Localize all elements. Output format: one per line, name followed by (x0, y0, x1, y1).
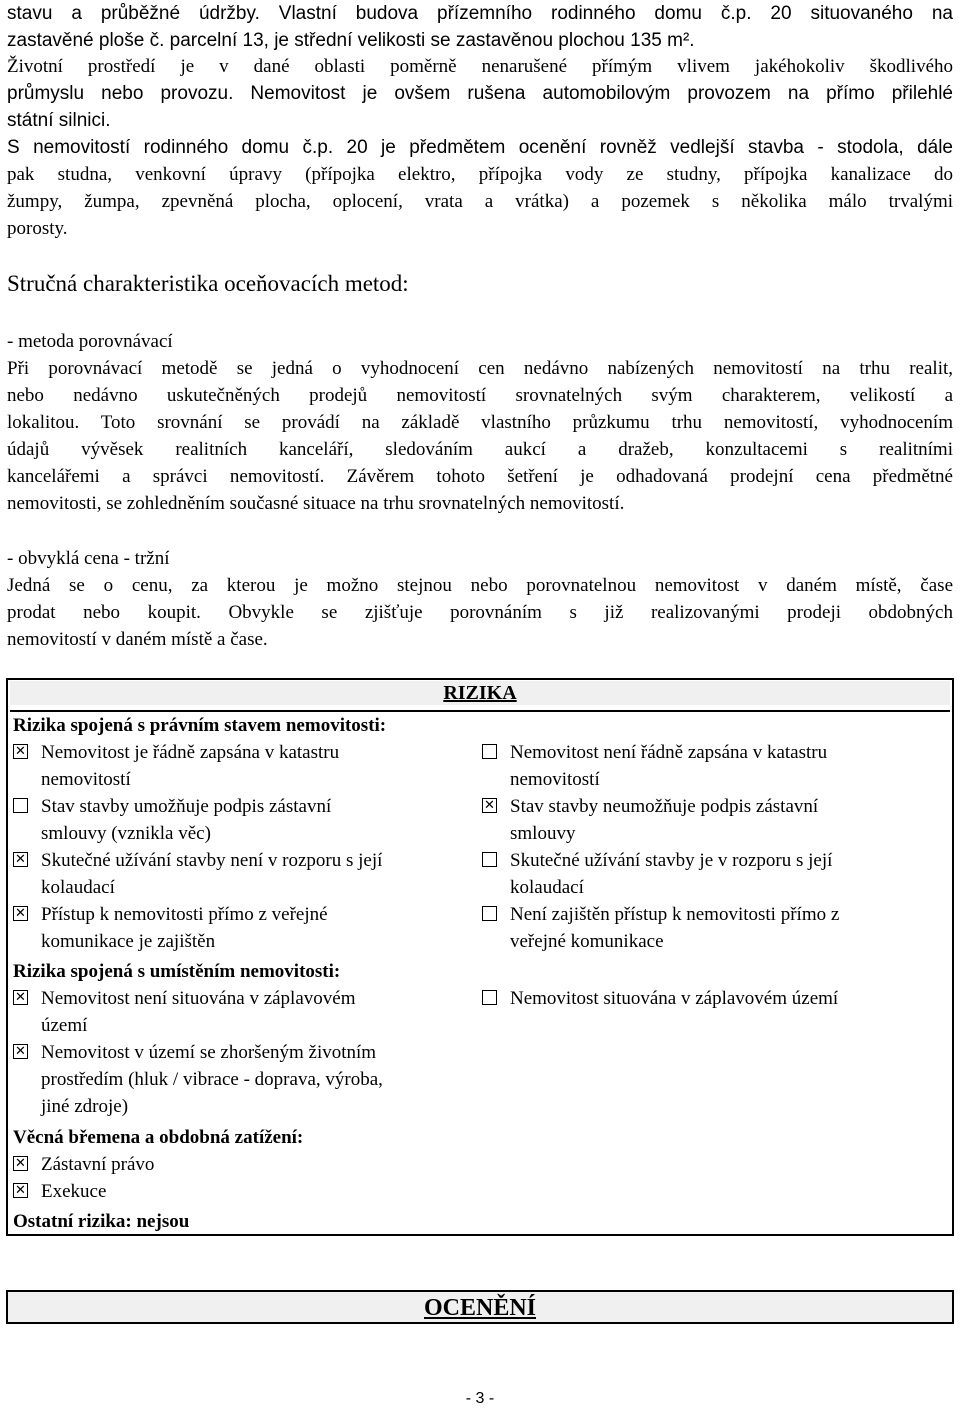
checkbox-checked-icon[interactable]: ✕ (13, 990, 28, 1005)
label-line: kolaudací (41, 877, 115, 898)
label-line: Nemovitost situována v záplavovém území (510, 988, 839, 1009)
risk-section-heading: Rizika spojená s umístěním nemovitosti: (13, 961, 341, 982)
label-line: smlouvy (vznikla věc) (41, 823, 211, 844)
checkbox-checked-icon[interactable]: ✕ (13, 1156, 28, 1171)
text-line: lokalitou. Toto srovnání se provádí na základě vlastního průzkumu trhu nemovitostí, vyhodnocením (7, 412, 953, 433)
text-line: žumpy, žumpa, zpevněná plocha, oplocení, vrata a vrátka) a pozemek s několika málo trvalými (7, 191, 953, 212)
risk-item-label (41, 847, 382, 901)
text-line: nemovitosti, se zohledněním současné situace na trhu srovnatelných nemovitostí. (7, 493, 625, 514)
text-line: nebo nedávno uskutečněných prodejů nemovitostí srovnatelných svým charakterem, velikostí a (7, 385, 953, 406)
text-line: prodat nebo koupit. Obvykle se zjišťuje porovnáním s již realizovanými prodeji obdobných (7, 602, 953, 623)
page-number: - 3 - (465, 1390, 495, 1407)
risk-item-label (510, 847, 832, 901)
label-line: smlouvy (510, 823, 576, 844)
label-line: Nemovitost v území se zhoršeným životním (41, 1042, 377, 1063)
checkbox-checked-icon[interactable]: ✕ (13, 1183, 28, 1198)
checkbox-empty-icon[interactable] (482, 906, 497, 921)
text-line: Životní prostředí je v dané oblasti poměrně nenarušené přímým vlivem jakéhokoliv škodlivého (7, 56, 953, 77)
label-line: nemovitostí (41, 769, 131, 790)
risk-item-label (510, 739, 827, 793)
text-line: státní silnici. (7, 110, 111, 131)
risk-item-label: Exekuce (41, 1181, 107, 1202)
text-line: údajů vývěsek realitních kanceláří, sledováním aukcí a dražeb, konzultacemi s realitními (7, 439, 953, 460)
label-line: nemovitostí (510, 769, 600, 790)
checkbox-checked-icon[interactable]: ✕ (13, 1044, 28, 1059)
text-line: nemovitostí v daném místě a čase. (7, 629, 268, 650)
label-line: Nemovitost není řádně zapsána v katastru (510, 742, 828, 763)
label-line: jiné zdroje) (41, 1096, 129, 1117)
methods-heading: Stručná charakteristika oceňovacích metod: (7, 271, 409, 296)
label-line: území (41, 1015, 88, 1036)
risk-item-label (41, 985, 355, 1039)
label-line: Stav stavby neumožňuje podpis zástavní (510, 796, 819, 817)
risk-item-label (41, 901, 328, 955)
label-line: Nemovitost není situována v záplavovém (41, 988, 356, 1009)
risk-item-label: Zástavní právo (41, 1154, 155, 1175)
method-title: - metoda porovnávací (7, 331, 173, 352)
checkbox-empty-icon[interactable] (13, 798, 28, 813)
label-line: prostředím (hluk / vibrace - doprava, výroba, (41, 1069, 383, 1090)
valuation-heading (6, 1290, 954, 1324)
checkbox-checked-icon[interactable]: ✕ (13, 906, 28, 921)
label-line: kolaudací (510, 877, 584, 898)
label-line: Stav stavby umožňuje podpis zástavní (41, 796, 332, 817)
checkbox-checked-icon[interactable]: ✕ (13, 744, 28, 759)
checkbox-empty-icon[interactable] (482, 744, 497, 759)
checkbox-checked-icon[interactable]: ✕ (13, 852, 28, 867)
text-line: S nemovitostí rodinného domu č.p. 20 je předmětem ocenění rovněž vedlejší stavba - stodola, dále (7, 137, 953, 158)
label-line: Přístup k nemovitosti přímo z veřejné (41, 904, 328, 925)
checkbox-empty-icon[interactable] (482, 852, 497, 867)
risks-title: RIZIKA (10, 681, 950, 705)
label-line: veřejné komunikace (510, 931, 664, 952)
text-line: stavu a průběžné údržby. Vlastní budova přízemního rodinného domu č.p. 20 situovaného na (7, 3, 953, 24)
checkbox-checked-icon[interactable]: ✕ (482, 798, 497, 813)
risk-item-label (510, 901, 839, 955)
risk-section-heading: Věcná břemena a obdobná zatížení: (13, 1127, 304, 1148)
text-line: průmyslu nebo provozu. Nemovitost je ovšem rušena automobilovým provozem na přímo přilehlé (7, 83, 953, 104)
risks-table (6, 678, 954, 1236)
risk-item-label (510, 793, 818, 847)
valuation-title: OCENĚNÍ (423, 1295, 537, 1321)
label-line: Není zajištěn přístup k nemovitosti přímo z (510, 904, 840, 925)
text-line: Jedná se o cenu, za kterou je možno stejnou nebo porovnatelnou nemovitost v daném místě, čase (7, 575, 953, 596)
label-line: Skutečné užívání stavby není v rozporu s její (41, 850, 383, 871)
other-risks: Ostatní rizika: nejsou (13, 1211, 190, 1232)
checkbox-empty-icon[interactable] (482, 990, 497, 1005)
risk-item-label (41, 739, 339, 793)
risk-section-heading: Rizika spojená s právním stavem nemovitosti: (13, 715, 387, 736)
risk-item-label (41, 793, 331, 847)
label-line: Nemovitost je řádně zapsána v katastru (41, 742, 340, 763)
text-line: pak studna, venkovní úpravy (přípojka elektro, přípojka vody ze studny, přípojka kanalizace do (7, 164, 953, 185)
text-line-part: zastavěné ploše č. parcelní 13, je střední velikosti se zastavěnou plochou 135 m². (7, 30, 695, 51)
text-line (7, 27, 953, 54)
text-line: porosty. (7, 218, 68, 239)
label-line: Skutečné užívání stavby je v rozporu s její (510, 850, 833, 871)
method-title: - obvyklá cena - tržní (7, 548, 170, 569)
text-line: Při porovnávací metodě se jedná o vyhodnocení cen nedávno nabízených nemovitostí na trhu realit, (7, 358, 953, 379)
text-line: kancelářemi a správci nemovitostí. Závěrem tohoto šetření je odhadovaná prodejní cena předmětné (7, 466, 953, 487)
risk-item-label (41, 1039, 383, 1120)
risk-item-label (510, 985, 838, 1012)
label-line: komunikace je zajištěn (41, 931, 216, 952)
